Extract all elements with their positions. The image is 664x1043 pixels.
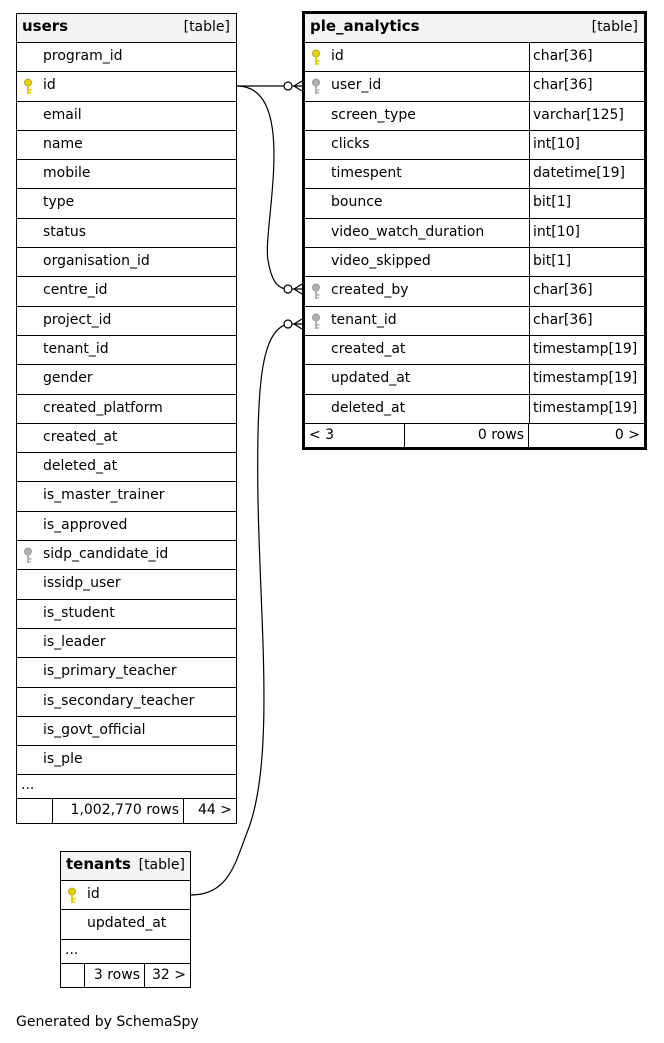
primary-key-icon bbox=[67, 887, 81, 905]
column-name: issidp_user bbox=[43, 575, 121, 592]
table-header bbox=[61, 852, 190, 881]
table-footer bbox=[61, 964, 190, 988]
column-row[interactable] bbox=[305, 131, 644, 160]
column-row[interactable] bbox=[17, 248, 236, 277]
column-name: deleted_at bbox=[43, 458, 118, 475]
column-row[interactable] bbox=[305, 219, 644, 248]
column-row[interactable] bbox=[17, 219, 236, 248]
column-row[interactable] bbox=[305, 395, 644, 424]
column-row[interactable] bbox=[17, 746, 236, 775]
foreign-key-icon bbox=[23, 547, 37, 565]
column-row[interactable] bbox=[17, 189, 236, 218]
row-count: 1,002,770 rows bbox=[53, 799, 184, 823]
table-name[interactable]: users bbox=[22, 17, 69, 35]
children-link[interactable]: 0 > bbox=[614, 426, 640, 443]
children-link[interactable]: 44 > bbox=[198, 802, 232, 819]
table-tenants[interactable] bbox=[60, 851, 191, 988]
column-type: int[10] bbox=[529, 131, 644, 159]
column-row[interactable] bbox=[305, 365, 644, 394]
column-name: program_id bbox=[43, 48, 123, 64]
column-name: video_watch_duration bbox=[331, 223, 485, 240]
column-type: varchar[125] bbox=[529, 102, 644, 130]
column-name: tenant_id bbox=[331, 311, 397, 328]
column-row[interactable] bbox=[17, 717, 236, 746]
column-row[interactable] bbox=[17, 307, 236, 336]
column-name: updated_at bbox=[87, 915, 167, 932]
foreign-key-icon bbox=[311, 313, 325, 331]
column-row[interactable] bbox=[17, 43, 236, 72]
column-name: email bbox=[43, 106, 82, 123]
column-row[interactable] bbox=[305, 102, 644, 131]
row-count: 3 rows bbox=[85, 964, 145, 988]
column-name: id bbox=[43, 77, 56, 94]
footer-left bbox=[61, 964, 85, 988]
column-name: user_id bbox=[331, 77, 382, 94]
table-tag: [table] bbox=[183, 19, 230, 35]
row-count: 0 rows bbox=[405, 424, 529, 448]
column-type: timestamp[19] bbox=[529, 365, 644, 393]
column-name: clicks bbox=[331, 135, 370, 152]
column-name: is_govt_official bbox=[43, 721, 146, 738]
column-type: char[36] bbox=[529, 307, 644, 335]
table-tag: [table] bbox=[138, 857, 185, 873]
column-name: status bbox=[43, 223, 87, 240]
column-name: organisation_id bbox=[43, 253, 150, 270]
column-name: updated_at bbox=[331, 370, 411, 387]
primary-key-icon bbox=[23, 78, 37, 96]
column-row[interactable] bbox=[305, 307, 644, 336]
column-row[interactable] bbox=[61, 910, 190, 939]
column-row[interactable] bbox=[17, 600, 236, 629]
column-name: video_skipped bbox=[331, 253, 431, 270]
column-name: name bbox=[43, 135, 83, 152]
parents-link[interactable]: < 3 bbox=[305, 424, 405, 448]
column-name: is_approved bbox=[43, 516, 128, 533]
column-name: is_leader bbox=[43, 633, 106, 650]
column-row[interactable] bbox=[17, 131, 236, 160]
column-row[interactable] bbox=[305, 160, 644, 189]
column-name: is_student bbox=[43, 604, 115, 621]
table-users[interactable] bbox=[16, 13, 237, 824]
zero-marker bbox=[284, 320, 292, 328]
column-name: is_ple bbox=[43, 751, 83, 768]
table-name[interactable]: ple_analytics bbox=[310, 17, 420, 35]
column-row[interactable] bbox=[17, 629, 236, 658]
primary-key-icon bbox=[311, 49, 325, 67]
column-row[interactable] bbox=[305, 336, 644, 365]
table-footer bbox=[17, 799, 236, 823]
column-type: timestamp[19] bbox=[529, 336, 644, 364]
foreign-key-icon bbox=[311, 283, 325, 301]
table-header bbox=[305, 14, 644, 43]
column-list bbox=[17, 43, 236, 775]
relationship-users-id-to-created-by bbox=[237, 86, 288, 289]
more-columns: ... bbox=[61, 940, 190, 964]
zero-marker bbox=[284, 82, 292, 90]
column-name: created_platform bbox=[43, 399, 163, 416]
children-link[interactable]: 32 > bbox=[152, 966, 186, 983]
footer-left bbox=[17, 799, 53, 823]
column-name: tenant_id bbox=[43, 340, 109, 357]
column-row[interactable] bbox=[17, 365, 236, 394]
column-type: bit[1] bbox=[529, 248, 644, 276]
crowfoot-marker bbox=[292, 284, 302, 294]
column-name: deleted_at bbox=[331, 399, 406, 416]
column-type: char[36] bbox=[529, 43, 644, 71]
column-name: bounce bbox=[331, 194, 383, 211]
column-name: centre_id bbox=[43, 282, 108, 299]
column-row[interactable] bbox=[17, 395, 236, 424]
zero-marker bbox=[284, 285, 292, 293]
column-name: created_at bbox=[43, 428, 118, 445]
column-row[interactable] bbox=[17, 482, 236, 511]
column-name: id bbox=[87, 886, 100, 902]
column-type: bit[1] bbox=[529, 189, 644, 217]
column-type: char[36] bbox=[529, 277, 644, 305]
column-name: created_at bbox=[331, 340, 406, 357]
column-name: is_primary_teacher bbox=[43, 663, 177, 680]
column-type: timestamp[19] bbox=[529, 395, 644, 423]
column-name: is_master_trainer bbox=[43, 487, 165, 504]
column-name: created_by bbox=[331, 282, 409, 299]
column-row[interactable] bbox=[305, 43, 644, 72]
crowfoot-marker bbox=[292, 319, 302, 329]
table-name[interactable]: tenants bbox=[66, 855, 131, 873]
column-name: sidp_candidate_id bbox=[43, 546, 169, 563]
column-row[interactable] bbox=[305, 189, 644, 218]
column-row[interactable] bbox=[17, 658, 236, 687]
foreign-key-icon bbox=[311, 78, 325, 96]
column-row[interactable] bbox=[17, 541, 236, 570]
column-row[interactable] bbox=[17, 512, 236, 541]
column-row[interactable] bbox=[61, 881, 190, 910]
column-list bbox=[61, 881, 190, 940]
column-name: is_secondary_teacher bbox=[43, 692, 195, 709]
column-row[interactable] bbox=[305, 248, 644, 277]
column-name: screen_type bbox=[331, 106, 416, 123]
column-row[interactable] bbox=[17, 688, 236, 717]
column-row[interactable] bbox=[17, 72, 236, 101]
column-name: project_id bbox=[43, 311, 112, 328]
table-header bbox=[17, 14, 236, 43]
table-footer bbox=[305, 424, 644, 448]
column-type: datetime[19] bbox=[529, 160, 644, 188]
column-list bbox=[305, 43, 644, 424]
table-tag: [table] bbox=[591, 19, 638, 35]
column-name: timespent bbox=[331, 165, 402, 182]
crowfoot-marker bbox=[292, 81, 302, 91]
column-name: type bbox=[43, 194, 75, 211]
column-name: gender bbox=[43, 370, 93, 387]
column-row[interactable] bbox=[305, 72, 644, 101]
more-columns: ... bbox=[17, 775, 236, 799]
column-row[interactable] bbox=[17, 336, 236, 365]
column-row[interactable] bbox=[17, 160, 236, 189]
column-row[interactable] bbox=[17, 424, 236, 453]
column-row[interactable] bbox=[17, 277, 236, 306]
column-row[interactable] bbox=[17, 570, 236, 599]
generated-by-label: Generated by SchemaSpy bbox=[16, 1014, 199, 1030]
column-row[interactable] bbox=[17, 453, 236, 482]
column-type: char[36] bbox=[529, 72, 644, 100]
column-row[interactable] bbox=[17, 102, 236, 131]
column-row[interactable] bbox=[305, 277, 644, 306]
column-name: id bbox=[331, 48, 344, 64]
table-ple-analytics[interactable] bbox=[302, 11, 647, 450]
column-name: mobile bbox=[43, 165, 91, 182]
column-type: int[10] bbox=[529, 219, 644, 247]
